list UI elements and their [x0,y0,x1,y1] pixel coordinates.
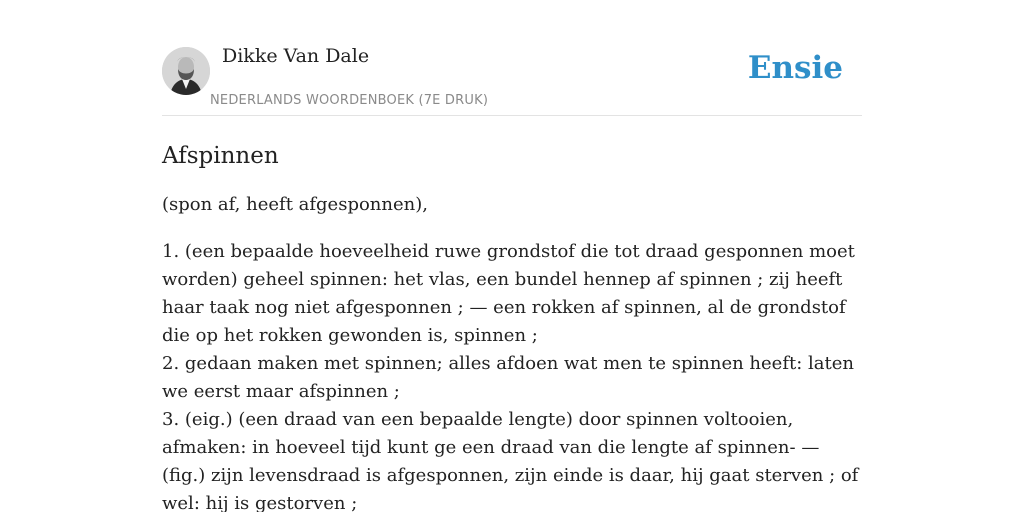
definition-item: 2. gedaan maken met spinnen; alles afdoen wat men te spinnen heeft: laten we eerst maar afspinnen ; [162,353,854,402]
source-label[interactable]: NEDERLANDS WOORDENBOEK (7E DRUK) [210,93,489,108]
portrait-icon [162,47,210,95]
author-name[interactable]: Dikke Van Dale [222,45,370,67]
definition-item: 1. (een bepaalde hoeveelheid ruwe grondstof die tot draad gesponnen moet worden) geheel spinnen: het vlas, een bundel hennep af spinnen ; zij heeft haar taak nog niet afgesponnen ; — een rokken af spinnen, al de grondstof die op het rokken gewonden is, spinnen ; [162,241,855,346]
page [162,0,862,512]
definition-list [162,238,862,512]
author-avatar[interactable] [162,47,210,95]
entry-grammar: (spon af, heeft afgesponnen), [162,194,428,215]
site-logo[interactable]: Ensie [747,50,843,86]
header [162,0,862,116]
definition-item: 3. (eig.) (een draad van een bepaalde lengte) door spinnen voltooien, afmaken: in hoeveel tijd kunt ge een draad van die lengte af spinnen- — (fig.) zijn levensdraad is afgesponnen, zijn einde is daar, hij gaat sterven ; of wel: hij is gestorven ; [162,409,859,512]
entry-title: Afspinnen [162,143,279,169]
